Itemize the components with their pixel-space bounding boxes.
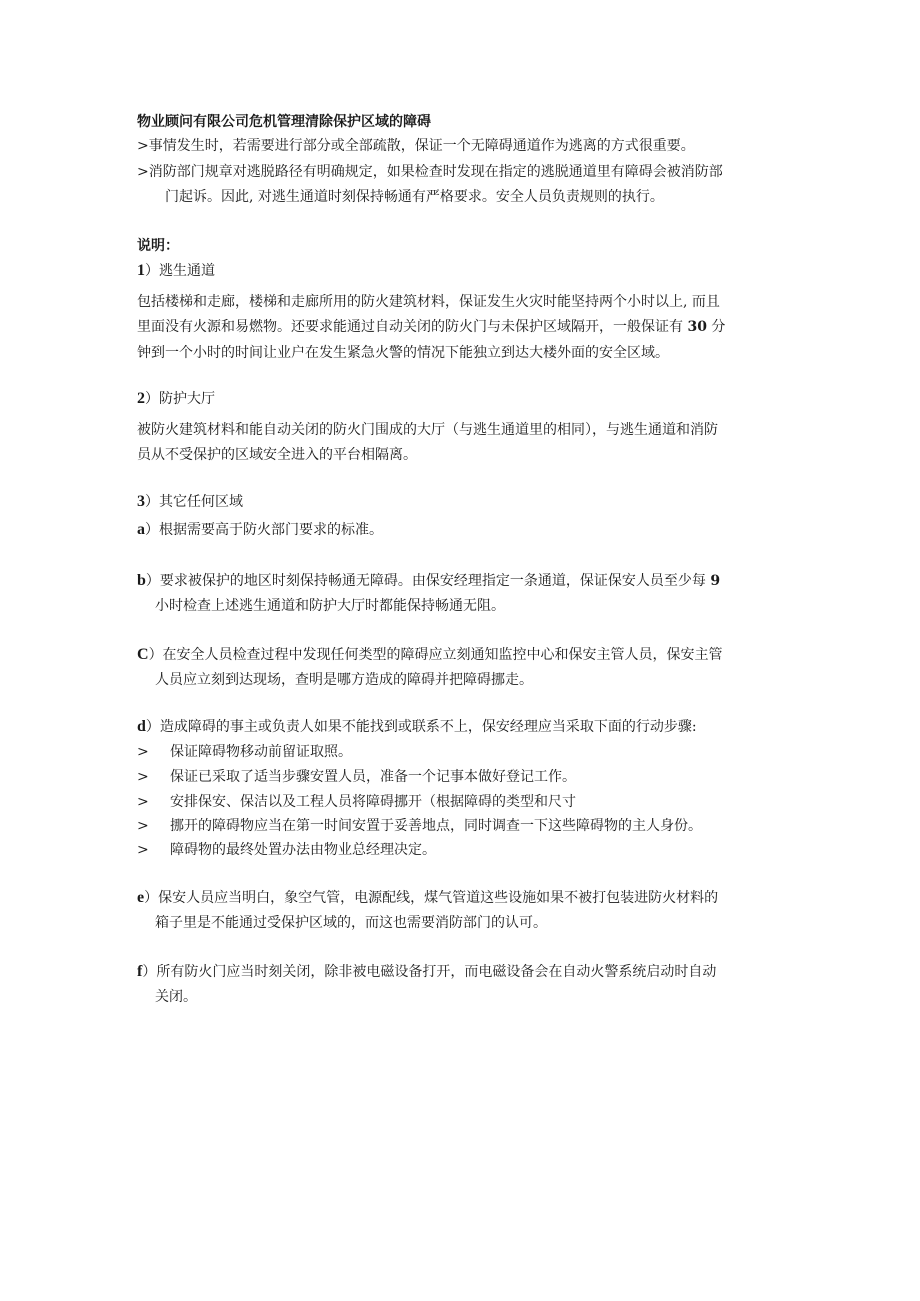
step-4-text: 挪开的障碍物应当在第一时间安置于妥善地点，同时调查一下这些障碍物的主人身份。 (170, 818, 702, 834)
item-d-label: d (137, 718, 146, 735)
item-b-hours-number: 9 (710, 573, 721, 589)
section-1-title: ）逃生通道 (145, 263, 215, 279)
intro-line-1: >事情发生时，若需要进行部分或全部疏散，保证一个无障碍通道作为逃离的方式很重要。 (137, 138, 695, 154)
item-b-line-1 (137, 571, 720, 591)
section-1-number: 1 (137, 262, 145, 279)
document-title: 物业顾问有限公司危机管理清除保护区域的障碍 (137, 114, 431, 130)
item-b-text-1: ）要求被保护的地区时刻保持畅通无障碍。由保安经理指定一条通道，保证保安人员至少每 (145, 573, 706, 589)
item-f-label: f (137, 963, 143, 980)
step-3-marker: > (137, 794, 149, 810)
section-3-heading (137, 492, 243, 512)
item-c-line-2: 人员应立刻到达现场，查明是哪方造成的障碍并把障碍挪走。 (155, 672, 533, 688)
step-5-text: 障碍物的最终处置办法由物业总经理决定。 (170, 842, 436, 858)
intro-line-3: 门起诉。因此, 对逃生通道时刻保持畅通有严格要求。安全人员负责规则的执行。 (165, 189, 664, 205)
step-2-text: 保证已采取了适当步骤安置人员，准备一个记事本做好登记工作。 (170, 769, 576, 785)
item-f-line-1 (137, 962, 716, 982)
item-e-line-1 (137, 888, 718, 908)
section-3-number: 3 (137, 493, 145, 510)
item-e-label: e (137, 889, 145, 906)
section-1-line-2-tail: 分 (711, 319, 726, 335)
step-1-marker: > (137, 744, 149, 760)
step-1-text: 保证障碍物移动前留证取照。 (170, 744, 352, 760)
section-1-line-3: 钟到一个小时的时间让业户在发生紧急火警的情况下能独立到达大楼外面的安全区域。 (137, 345, 669, 361)
item-e-text-1: ）保安人员应当明白，象空气管，电源配线，煤气管道这些设施如果不被打包装进防火材料的 (144, 890, 719, 906)
item-f-text-1: ）所有防火门应当时刻关闭，除非被电磁设备打开，而电磁设备会在自动火警系统启动时自动 (142, 964, 717, 980)
section-1-minutes-number: 30 (687, 319, 707, 335)
step-4-marker: > (137, 818, 149, 834)
section-1-line-1: 包括楼梯和走廊，楼梯和走廊所用的防火建筑材料，保证发生火灾时能坚持两个小时以上, 而且 (137, 294, 720, 310)
intro-line-2: >消防部门规章对逃脱路径有明确规定，如果检查时发现在指定的逃脱通道里有障碍会被消防部 (137, 164, 723, 180)
explain-label: 说明： (137, 238, 179, 254)
item-a-label: a (137, 521, 145, 538)
section-1-line-2 (137, 317, 725, 337)
section-1-heading (137, 261, 215, 281)
item-c-text-1: ）在安全人员检查过程中发现任何类型的障碍应立刻通知监控中心和保安主管人员，保安主管 (148, 647, 723, 663)
item-a (137, 520, 383, 540)
step-3-text: 安排保安、保洁以及工程人员将障碍挪开（根据障碍的类型和尺寸 (170, 794, 576, 810)
section-2-line-2: 员从不受保护的区域安全进入的平台相隔离。 (137, 447, 417, 463)
section-2-number: 2 (137, 390, 145, 407)
item-d (137, 717, 697, 737)
item-e-line-2: 箱子里是不能通过受保护区域的，而这也需要消防部门的认可。 (155, 915, 547, 931)
item-c-line-1 (137, 645, 723, 665)
item-f-line-2: 关闭。 (155, 989, 197, 1005)
item-c-label: C (137, 646, 149, 663)
section-2-line-1: 被防火建筑材料和能自动关闭的防火门围成的大厅（与逃生通道里的相同），与逃生通道和消防 (137, 422, 718, 438)
item-a-text: ）根据需要高于防火部门要求的标准。 (145, 522, 383, 538)
section-2-heading (137, 389, 215, 409)
step-2-marker: > (137, 769, 149, 785)
step-5-marker: > (137, 842, 149, 858)
section-1-line-2-text: 里面没有火源和易燃物。还要求能通过自动关闭的防火门与未保护区域隔开，一般保证有 (137, 319, 683, 335)
item-b-line-2: 小时检查上述逃生通道和防护大厅时都能保持畅通无阻。 (155, 598, 505, 614)
item-b-label: b (137, 572, 146, 589)
section-2-title: ）防护大厅 (145, 391, 215, 407)
section-3-title: ）其它任何区域 (145, 494, 243, 510)
item-d-text: ）造成障碍的事主或负责人如果不能找到或联系不上，保安经理应当采取下面的行动步骤: (145, 719, 697, 735)
